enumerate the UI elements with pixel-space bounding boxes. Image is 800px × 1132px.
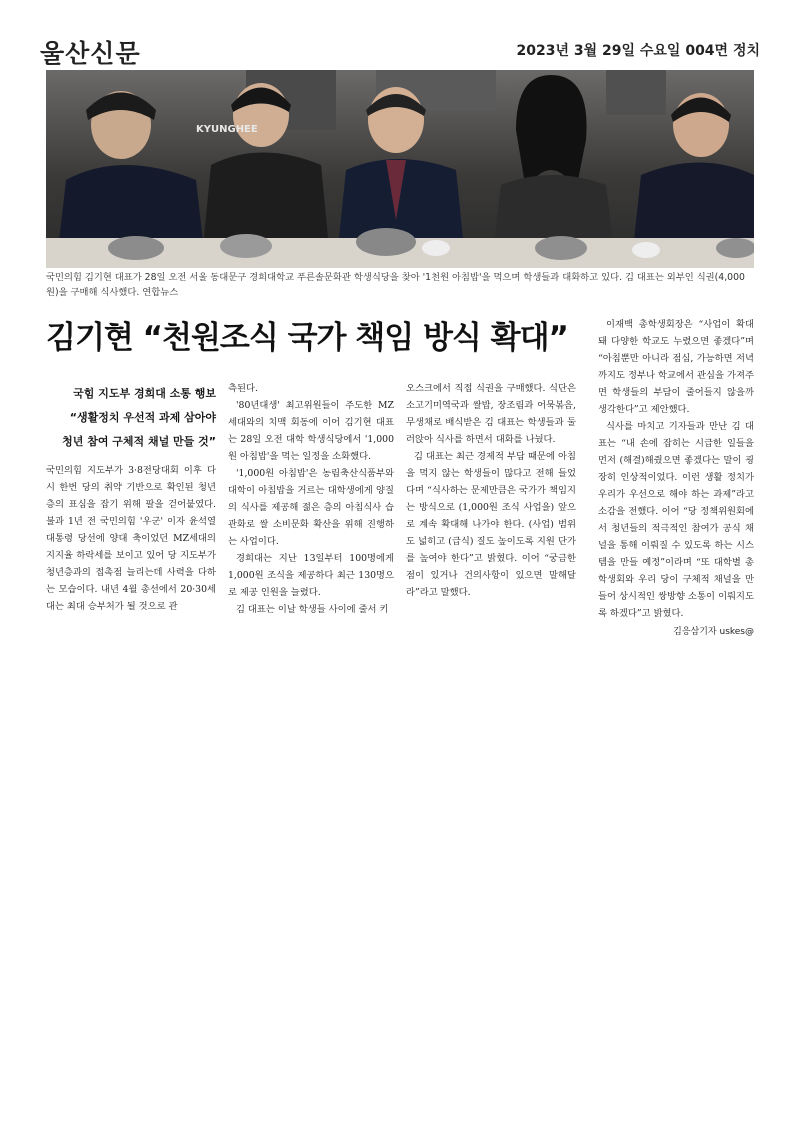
article-headline: 김기현 “천원조식 국가 책임 방식 확대” — [46, 320, 568, 356]
article-column-1 — [46, 462, 216, 615]
issue-dateline: 2023년 3월 29일 수요일 004면 정치 — [516, 43, 760, 59]
article-subhead — [46, 382, 216, 454]
paragraph: 김 대표는 이날 학생들 사이에 줄서 키 — [236, 604, 389, 615]
subhead-line: “생활정치 우선적 과제 삼아야 — [69, 411, 216, 424]
paragraph: '1,000원 아침밥'은 농림축산식품부와 대학이 아침밥을 거르는 대학생에게 양질의 식사를 제공해 젊은 층의 아침식사 습관화로 쌀 소비문화 확산을 위해 진행하는 사업이다. — [228, 468, 394, 547]
article-photo — [46, 70, 754, 268]
paragraph: 김 대표는 최근 경제적 부담 때문에 아침을 먹지 않는 학생들이 많다고 전해 들었다며 “식사하는 문제만큼은 국가가 책임지는 방식으로 (1,000원 조식 사업을) 앞으로 계속 확대해 나가야 한다. (사업) 범위도 넓히고 (급식) 질도 높이도록 지원 단가를 높여야 한다”고 밝혔다. 이어 “궁금한 점이 있거나 건의사항이 있으면 말해달라”라고 말했다. — [406, 451, 576, 598]
reporter-byline: 김응삼기자 uskes@ — [673, 627, 754, 637]
subhead-line: 청년 참여 구체적 채널 만들 것” — [62, 435, 216, 448]
article-column-2 — [228, 380, 394, 618]
paragraph: 측된다. — [228, 383, 258, 394]
student-cafeteria-photo — [46, 70, 754, 268]
shirt-lettering: KYUNGHEE — [196, 124, 258, 135]
paragraph: 경희대는 지난 13일부터 100명에게 1,000원 조식을 제공하다 최근 130명으로 제공 인원을 늘렸다. — [228, 553, 394, 598]
subhead-line: 국힘 지도부 경희대 소통 행보 — [73, 387, 216, 400]
paragraph: 식사를 마치고 기자들과 만난 김 대표는 “내 손에 잡히는 시급한 일들을 먼저 (해결)해줬으면 좋겠다는 말이 굉장히 인상적이었다. 이런 생활 정치가 우리가 우선으로 해야 하는 과제”라고 소감을 전했다. 이어 “당 정책위원회에서 청년들의 적극적인 참여가 공식 채널을 통해 이뤄질 수 있도록 하는 시스템을 만들 예정”이라며 “또 대학별 총학생회와 우리 당이 구체적 채널을 만들어 상시적인 쌍방향 소통이 이뤄지도록 하겠다”고 밝혔다. — [598, 421, 754, 619]
article-column-4 — [598, 316, 754, 641]
article-column-3 — [406, 380, 576, 601]
newspaper-masthead: 울산신문 — [40, 39, 141, 68]
photo-caption: 국민의힘 김기현 대표가 28일 오전 서울 동대문구 경희대학교 푸른솔문화관 학생식당을 찾아 '1천원 아침밥'을 먹으며 학생들과 대화하고 있다. 김 대표는 외부인 식권(4,000원)을 구매해 식사했다. 연합뉴스 — [46, 272, 745, 298]
paragraph: 국민의힘 지도부가 3·8전당대회 이후 다시 한번 당의 취약 기반으로 확인된 청년층의 표심을 잡기 위해 팔을 걷어붙였다. 불과 1년 전 국민의힘 '우군' 이자 윤석열 대통령 당선에 양대 축이었던 MZ세대의 지지율 하락세를 보이고 있어 당 지도부가 청년층과의 접촉점 늘리는데 사력을 다하는 모습이다. 내년 4월 총선에서 20·30세대는 최대 승부처가 될 것으로 관 — [46, 465, 216, 612]
paragraph: 오스크에서 직접 식권을 구매했다. 식단은 소고기미역국과 쌀밥, 장조림과 어묵볶음, 무생채로 배식받은 김 대표는 학생들과 둘러앉아 식사를 하면서 대화를 나눴다. — [406, 383, 576, 445]
paragraph: 이재백 총학생회장은 “사업이 확대돼 다양한 학교도 누렸으면 좋겠다”며 “아침뿐만 아니라 점심, 가능하면 저녁까지도 정부나 학교에서 관심을 가져주면 학생들의 부담이 줄어들지 않을까 생각한다”고 제안했다. — [598, 319, 754, 415]
paragraph: '80년대생' 최고위원들이 주도한 MZ세대와의 치맥 회동에 이어 김기현 대표는 28일 오전 대학 학생식당에서 '1,000원 아침밥'을 먹는 일정을 소화했다. — [228, 400, 394, 462]
